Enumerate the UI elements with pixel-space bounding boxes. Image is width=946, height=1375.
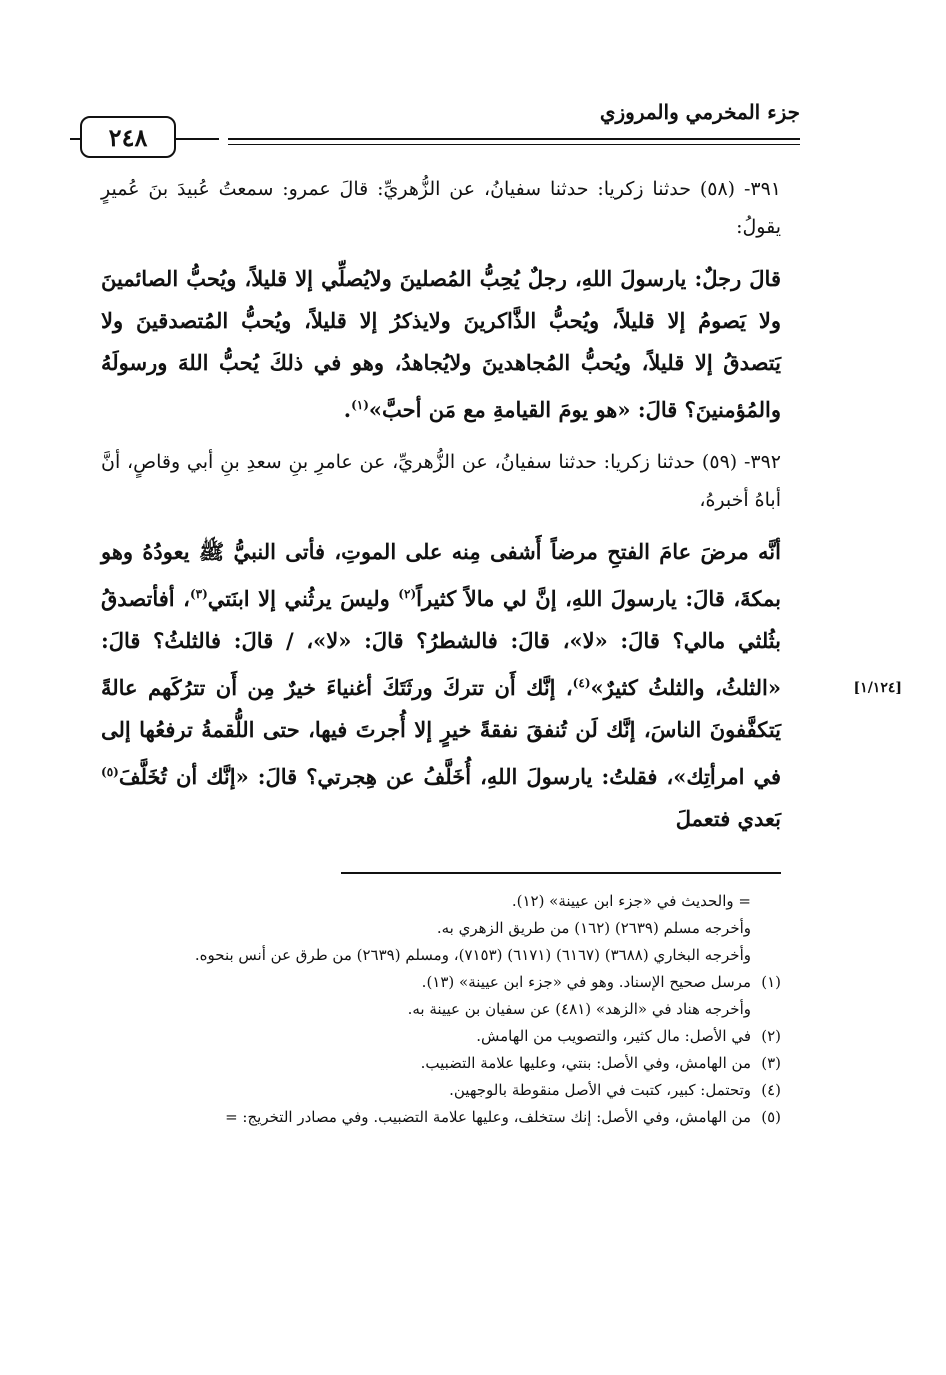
footnote-marker-3[interactable]: (٣) <box>189 587 208 601</box>
manuscript-folio-ref: [١/١٢٤] <box>853 680 902 696</box>
hadith-392-text <box>101 531 781 840</box>
header-rule <box>228 138 800 140</box>
footnote-separator <box>341 872 781 874</box>
footnote-number: (١) <box>761 973 781 991</box>
hadith-391-text: قالَ رجلٌ: يارسولَ اللهِ، رجلٌ يُحِبُّ المُصلينَ ولايُصلِّي إلا قليلاً، ويُحبُّ الصائمينَ ولا يَصومُ إلا قليلاً، ويُحبُّ الذَّاكرينَ ولايذكرُ إلا قليلاً، ويُحبُّ المُتصدقينَ ولا يَتصدقُ إلا قليلاً، ويُحبُّ المُجاهدينَ ولايُجاهدُ، وهو في ذلكَ يُحبُّ اللهَ ورسولَهُ والمُؤمنينَ؟ قالَ: «هو يومَ القيامةِ مع مَن أحبَّ»$^{(١)}$. <box>101 266 781 422</box>
page-number: ٢٤٨ <box>80 116 176 158</box>
footnote-marker-1[interactable]: (١) <box>351 398 369 412</box>
header-rule-left <box>70 138 80 140</box>
hadith-392-chain: ٣٩٢- (٥٩) حدثنا زكريا: حدثنا سفيانُ، عن الزُّهريِّ، عن عامرِ بنِ سعدِ بنِ أبي وقاصٍ، أنَّ أباهُ أخبرهُ، <box>101 451 782 511</box>
hadith-392-part-c: ، أفأتصدقُ بثُلثي مالي؟ قالَ: «لا»، قالَ: فالشطرُ؟ قالَ: «لا»، / قالَ: فالثلثُ؟ قالَ: «الثلثُ، والثلثُ كثيرٌ» <box>101 586 781 700</box>
footnote-4 <box>91 1077 781 1104</box>
hadith-392-part-b: وليسَ يرثُني إلا ابنَتي <box>207 586 399 611</box>
main-text <box>101 170 781 852</box>
hadith-392-part-d: ، إنَّك أَن تتركَ ورثَتَكَ أغنياءَ خيرٌ مِن أَن تترُكَهم عالةً يَتكفَّفونَ الناسَ، إنَّك لَن تُنفقَ نفقةً خيرٍ إلا أُجرتَ فيها، حتى اللُّقمةُ ترفعُها إلى في امرأتِك»، فقلتُ: يارسولَ اللهِ، أُخَلَّفُ عن هِجرتي؟ قالَ: «إنَّك أن تُخَلَّفَ <box>101 675 781 789</box>
book-title: جزء المخرمي والمروزي <box>599 100 800 124</box>
footnote-5 <box>91 1104 781 1131</box>
hadith-391-chain: ٣٩١- (٥٨) حدثنا زكريا: حدثنا سفيانُ، عن الزُّهريِّ: قالَ عمرو: سمعتُ عُبيدَ بنَ عُميرٍ يقولُ: <box>101 178 782 238</box>
footnote-marker-5[interactable]: (٥) <box>101 765 119 779</box>
footnote-marker-2[interactable]: (٢) <box>398 587 417 601</box>
hadith-391-body: قالَ رجلٌ: يارسولَ اللهِ، رجلٌ يُحِبُّ المُصلينَ ولايُصلِّي إلا قليلاً، ويُحبُّ الصائمينَ ولا يَصومُ إلا قليلاً، ويُحبُّ الذَّاكرينَ ولايذكرُ إلا قليلاً، ويُحبُّ المُتصدقينَ ولا يَتصدقُ إلا قليلاً، ويُحبُّ المُجاهدينَ ولايُجاهدُ، وهو في ذلكَ يُحبُّ اللهَ ورسولَهُ والمُؤمنينَ؟ قالَ: «هو يومَ القيامةِ مع مَن أحبَّ» <box>101 266 781 422</box>
footnotes <box>91 888 781 1131</box>
hadith-392-part-a: أنَّه مرضَ عامَ الفتحِ مرضاً أَشفى مِنه على الموتِ، فأتى النبيُّ ﷺ يعودُهُ وهو بمكةَ، قالَ: يارسولَ اللهِ، إنَّ لي مالاً كثيراً <box>101 539 781 611</box>
footnote-text: من الهامش، وفي الأصل: إنك ستخلف، وعليها علامة التضبيب. وفي مصادر التخريج: = <box>225 1108 751 1126</box>
footnote-3 <box>91 1050 781 1077</box>
footnote-number: (٣) <box>761 1054 781 1072</box>
footnote-continued-line: = والحديث في «جزء ابن عيينة» (١٢). <box>511 892 751 910</box>
footnote-text: مرسل صحيح الإسناد. وهو في «جزء ابن عيينة» (١٣). <box>421 973 751 991</box>
footnote-continued-line: وأخرجه البخاري (٣٦٨٨) (٦١٦٧) (٦١٧١) (٧١٥٣)، ومسلم (٢٦٣٩) من طرق عن أنس بنحوه. <box>194 946 751 964</box>
page-header <box>80 100 800 160</box>
footnote-text: في الأصل: مال كثير، والتصويب من الهامش. <box>476 1027 751 1045</box>
footnote-2 <box>91 1023 781 1050</box>
footnote-marker-4[interactable]: (٤) <box>572 676 591 690</box>
footnote-continued-line: وأخرجه مسلم (٢٦٣٩) (١٦٢) من طريق الزهري به. <box>436 919 751 937</box>
header-rule-left-inner <box>175 138 219 140</box>
footnote-number: (٤) <box>761 1081 781 1099</box>
hadith-392-part-e: بَعدي فتعملَ <box>675 806 781 831</box>
footnote-text: من الهامش، وفي الأصل: بنتي، وعليها علامة التضبيب. <box>420 1054 751 1072</box>
header-rule-thin <box>228 144 800 145</box>
footnote-text: وتحتمل: كبير، كتبت في الأصل منقوطة بالوجهين. <box>449 1081 751 1099</box>
footnote-1-line-2: وأخرجه هناد في «الزهد» (٤٨١) عن سفيان بن عيينة به. <box>407 1000 751 1018</box>
footnote-number: (٥) <box>761 1108 781 1126</box>
footnote-1 <box>91 969 781 996</box>
footnote-number: (٢) <box>761 1027 781 1045</box>
